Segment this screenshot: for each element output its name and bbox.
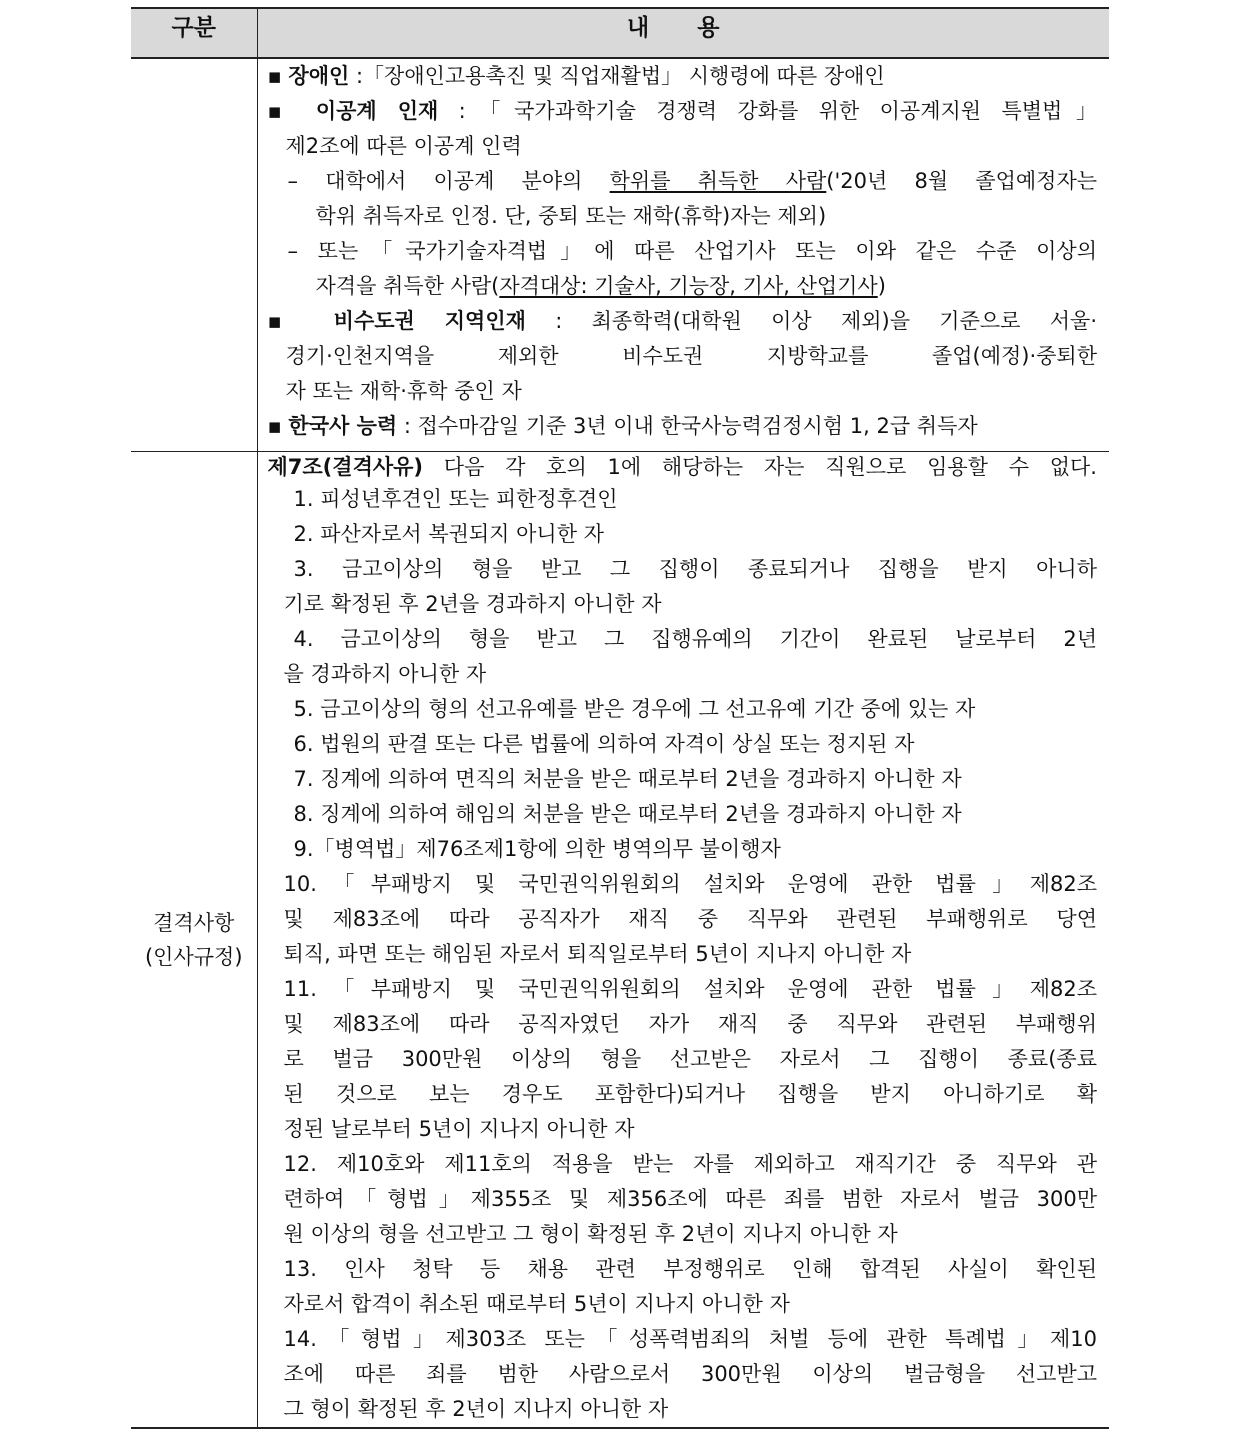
term-disabled: 장애인 <box>288 64 350 88</box>
list-item <box>268 692 1098 727</box>
list-item <box>268 1322 1098 1427</box>
disqualification-list <box>268 482 1098 1427</box>
list-item-continuation: 자로서 합격이 취소된 때로부터 5년이 지나지 아니한 자 <box>283 1292 790 1316</box>
list-item-continuation: 원 이상의 형을 선고받고 그 형이 확정된 후 2년이 지나지 아니한 자 <box>283 1222 898 1246</box>
article-heading: 제7조(결격사유) 다음 각 호의 1에 해당하는 자는 직원으로 임용할 수 없다. <box>267 455 1097 479</box>
list-item-line: 12. 제10호와 제11호의 적용을 받는 자를 제외하고 재직기간 중 직무와 관 <box>283 1152 1097 1176</box>
list-item-line: 7. 징계에 의하여 면직의 처분을 받은 때로부터 2년을 경과하지 아니한 자 <box>293 767 962 791</box>
item-science-sub2-line2: 자격을 취득한 사람(자격대상: 기술사, 기능장, 기사, 산업기사) <box>315 274 886 298</box>
list-item <box>268 1252 1098 1322</box>
item-science-sub1-line2: 학위 취득자로 인정. 단, 중퇴 또는 재학(휴학)자는 제외) <box>315 204 827 228</box>
requirements-table <box>131 7 1109 1429</box>
category-label: 결격사항 <box>153 910 235 935</box>
item-science-line1: ▪ 이공계 인재 :「국가과학기술 경쟁력 강화를 위한 이공계지원 특별법」 <box>267 99 1097 123</box>
list-item <box>268 972 1098 1147</box>
list-item <box>268 762 1098 797</box>
list-item-continuation: 정된 날로부터 5년이 지나지 아니한 자 <box>283 1117 635 1141</box>
category-sublabel: (인사규정) <box>144 944 243 969</box>
list-item-continuation: 로 벌금 300만원 이상의 형을 선고받은 자로서 그 집행이 종료(종료 <box>283 1047 1097 1071</box>
list-item <box>268 797 1098 832</box>
list-item <box>268 482 1098 517</box>
item-science-sub1: – 대학에서 이공계 분야의 학위를 취득한 사람('20년 8월 졸업예정자는 <box>287 169 1097 193</box>
item-history: ▪ 한국사 능력 : 접수마감일 기준 3년 이내 한국사능력검정시험 1, 2급 취득자 <box>267 414 978 438</box>
item-science-line2: 제2조에 따른 이공계 인력 <box>285 134 522 158</box>
list-item-line: 10.「부패방지 및 국민권익위원회의 설치와 운영에 관한 법률」제82조 <box>283 872 1097 896</box>
list-item-line: 6. 법원의 판결 또는 다른 법률에 의하여 자격이 상실 또는 정지된 자 <box>293 732 915 756</box>
list-item-continuation: 그 형이 확정된 후 2년이 지나지 아니한 자 <box>283 1397 669 1421</box>
list-item-line: 4. 금고이상의 형을 받고 그 집행유예의 기간이 완료된 날로부터 2년 <box>293 627 1097 651</box>
list-item-continuation: 및 제83조에 따라 공직자였던 자가 재직 중 직무와 관련된 부패행위 <box>283 1012 1097 1036</box>
item-regional-line1: ▪ 비수도권 지역인재 : 최종학력(대학원 이상 제외)을 기준으로 서울· <box>267 309 1097 333</box>
item-regional-line2: 경기·인천지역을 제외한 비수도권 지방학교를 졸업(예정)·중퇴한 <box>285 344 1097 368</box>
content-cell-disqualifications <box>257 452 1109 1429</box>
list-item-line: 11.「부패방지 및 국민권익위원회의 설치와 운영에 관한 법률」제82조 <box>283 977 1097 1001</box>
list-item-line: 13. 인사 청탁 등 채용 관련 부정행위로 인해 합격된 사실이 확인된 <box>283 1257 1097 1281</box>
list-item <box>268 867 1098 972</box>
term-regional: 비수도권 지역인재 <box>333 309 526 333</box>
list-item-line: 1. 피성년후견인 또는 피한정후견인 <box>293 487 618 511</box>
list-item-line: 14.「형법」제303조 또는「성폭력범죄의 처벌 등에 관한 특례법」제10 <box>283 1327 1097 1351</box>
list-item-line: 9.「병역법」제76조제1항에 의한 병역의무 불이행자 <box>293 837 781 861</box>
term-history: 한국사 능력 <box>288 414 398 438</box>
table-row-disqualifications <box>131 452 1109 1429</box>
list-item-continuation: 퇴직, 파면 또는 해임된 자로서 퇴직일로부터 5년이 지나지 아니한 자 <box>283 942 912 966</box>
header-category: 구분 <box>131 8 257 58</box>
list-item-line: 3. 금고이상의 형을 받고 그 집행이 종료되거나 집행을 받지 아니하 <box>293 557 1097 581</box>
list-item-continuation: 련하여「형법」제355조 및 제356조에 따른 죄를 범한 자로서 벌금 300만 <box>283 1187 1097 1211</box>
list-item-continuation: 기로 확정된 후 2년을 경과하지 아니한 자 <box>283 592 662 616</box>
category-cell-disqualifications <box>131 452 257 1429</box>
item-science-sub2: – 또는「국가기술자격법」에 따른 산업기사 또는 이와 같은 수준 이상의 <box>287 239 1097 263</box>
header-content: 내 용 <box>257 8 1109 58</box>
list-item <box>268 727 1098 762</box>
table-row-preferences <box>131 58 1109 452</box>
content-cell-preferences <box>257 58 1109 452</box>
list-item-continuation: 및 제83조에 따라 공직자가 재직 중 직무와 관련된 부패행위로 당연 <box>283 907 1097 931</box>
list-item <box>268 622 1098 692</box>
category-cell-empty <box>131 58 257 452</box>
article-title: 제7조(결격사유) <box>267 455 424 479</box>
list-item <box>268 832 1098 867</box>
list-item-line: 2. 파산자로서 복권되지 아니한 자 <box>293 522 604 546</box>
list-item-continuation: 조에 따른 죄를 범한 사람으로서 300만원 이상의 벌금형을 선고받고 <box>283 1362 1097 1386</box>
item-regional-line3: 자 또는 재학·휴학 중인 자 <box>285 379 522 403</box>
term-science: 이공계 인재 <box>315 99 439 123</box>
list-item <box>268 1147 1098 1252</box>
list-item-line: 5. 금고이상의 형의 선고유예를 받은 경우에 그 선고유예 기간 중에 있는 자 <box>293 697 976 721</box>
list-item-line: 8. 징계에 의하여 해임의 처분을 받은 때로부터 2년을 경과하지 아니한 자 <box>293 802 962 826</box>
list-item-continuation: 을 경과하지 아니한 자 <box>283 662 487 686</box>
list-item <box>268 552 1098 622</box>
item-disabled: ▪ 장애인 :「장애인고용촉진 및 직업재활법」 시행령에 따른 장애인 <box>267 64 885 88</box>
list-item-continuation: 된 것으로 보는 경우도 포함한다)되거나 집행을 받지 아니하기로 확 <box>283 1082 1097 1106</box>
list-item <box>268 517 1098 552</box>
